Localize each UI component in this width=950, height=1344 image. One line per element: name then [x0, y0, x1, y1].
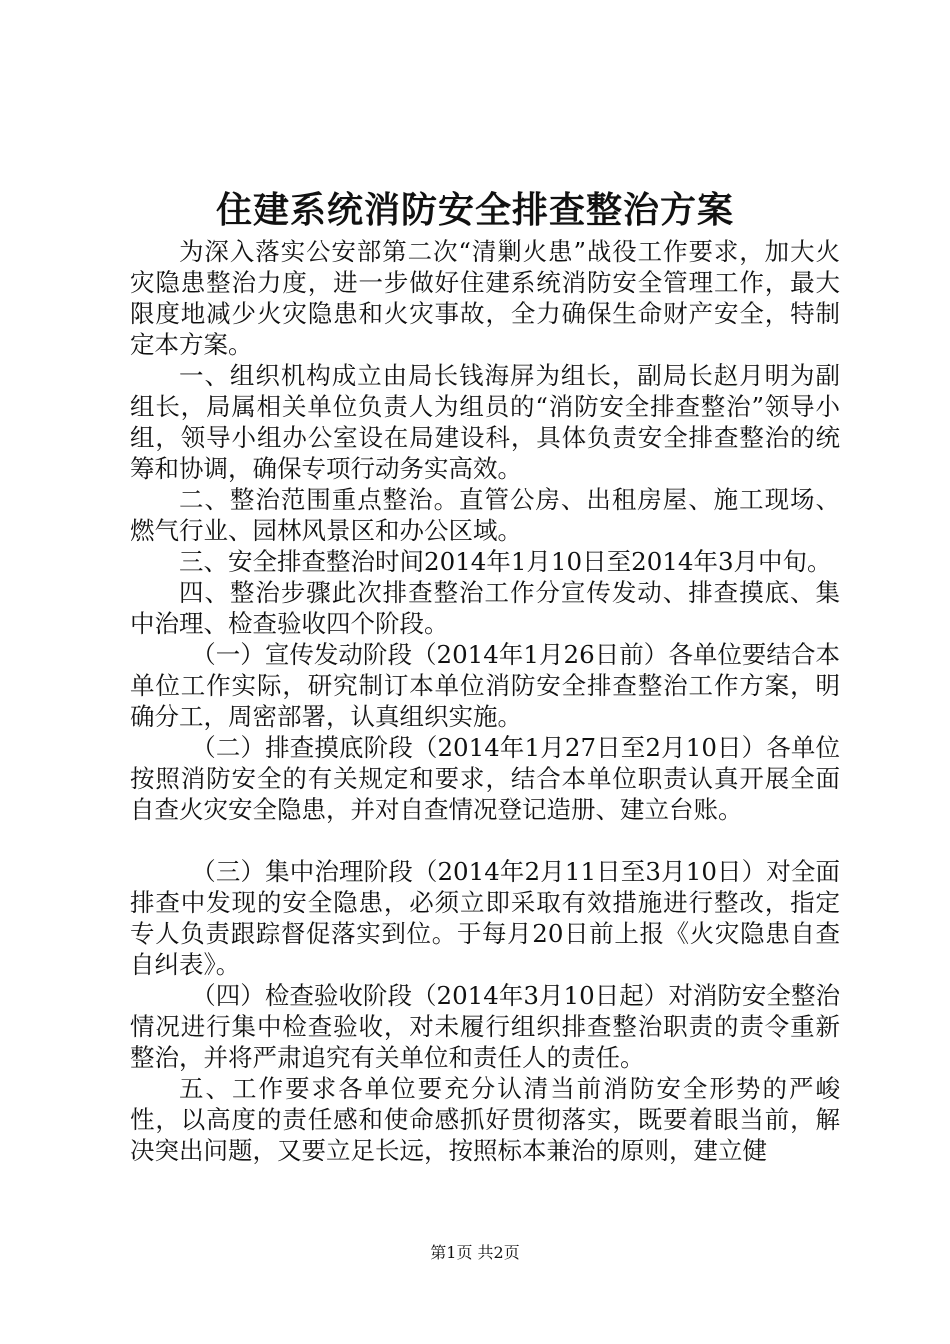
paragraph-stage-1: （一）宣传发动阶段（2014年1月26日前）各单位要结合本单位工作实际，研究制订本单位消防安全排查整治工作方案，明确分工，周密部署，认真组织实施。 — [130, 640, 840, 731]
paragraph-section-4: 四、整治步骤此次排查整治工作分宣传发动、排查摸底、集中治理、检查验收四个阶段。 — [130, 578, 840, 638]
paragraph-stage-4: （四）检查验收阶段（2014年3月10日起）对消防安全整治情况进行集中检查验收，对未履行组织排查整治职责的责令重新整治，并将严肃追究有关单位和责任人的责任。 — [130, 981, 840, 1072]
document-title: 住建系统消防安全排查整治方案 — [215, 189, 734, 231]
document-body — [130, 236, 840, 1166]
paragraph-section-3: 三、安全排查整治时间2014年1月10日至2014年3月中旬。 — [179, 547, 832, 576]
paragraph-stage-2: （二）排查摸底阶段（2014年1月27日至2月10日）各单位按照消防安全的有关规定和要求，结合本单位职责认真开展全面自查火灾安全隐患，并对自查情况登记造册、建立台账。 — [130, 733, 840, 824]
paragraph-section-2: 二、整治范围重点整治。直管公房、出租房屋、施工现场、燃气行业、园林风景区和办公区域。 — [130, 485, 840, 545]
page-number-footer: 第1页 共2页 — [430, 1243, 520, 1262]
paragraph-section-1: 一、组织机构成立由局长钱海屏为组长，副局长赵月明为副组长，局属相关单位负责人为组员的“消防安全排查整治”领导小组，领导小组办公室设在局建设科，具体负责安全排查整治的统筹和协调，确保专项行动务实高效。 — [130, 361, 840, 483]
paragraph-stage-3: （三）集中治理阶段（2014年2月11日至3月10日）对全面排查中发现的安全隐患，必须立即采取有效措施进行整改，指定专人负责跟踪督促落实到位。于每月20日前上报《火灾隐患自查自纠表》。 — [130, 857, 840, 979]
paragraph-intro: 为深入落实公安部第二次“清剿火患”战役工作要求，加大火灾隐患整治力度，进一步做好住建系统消防安全管理工作，最大限度地减少火灾隐患和火灾事故，全力确保生命财产安全，特制定本方案。 — [130, 237, 840, 359]
paragraph-section-5: 五、工作要求各单位要充分认清当前消防安全形势的严峻性，以高度的责任感和使命感抓好贯彻落实，既要着眼当前，解决突出问题，又要立足长远，按照标本兼治的原则，建立健 — [130, 1074, 840, 1165]
